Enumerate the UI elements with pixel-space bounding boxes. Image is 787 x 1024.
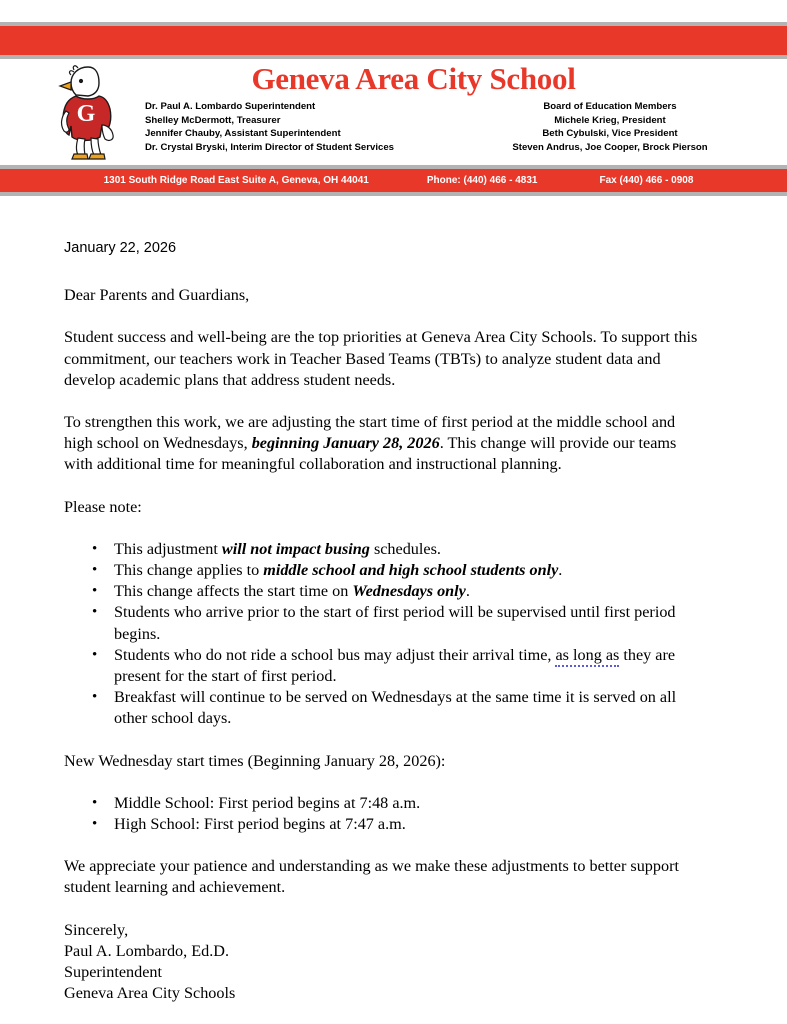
note-emphasis: Wednesdays only [352, 582, 466, 601]
notes-list [64, 539, 700, 730]
board-column [475, 100, 745, 154]
admin-line: Jennifer Chauby, Assistant Superintendent [145, 128, 341, 140]
board-line: Michele Krieg, President [554, 114, 666, 126]
start-times-list [64, 793, 700, 835]
list-item: • Middle School: First period begins at 7:48 a.m. [114, 793, 700, 814]
note-text-tail: they are present for the start of first period. [114, 645, 676, 686]
administration-column [145, 100, 465, 154]
letter-date: January 22, 2026 [64, 240, 177, 256]
note-text: This change affects the start time on [114, 582, 353, 601]
masthead [0, 59, 787, 165]
letter-body [64, 238, 700, 1004]
top-red-bar [0, 26, 787, 55]
bottom-gray-rule [0, 192, 787, 196]
page-title: Geneva Area City School [251, 61, 576, 96]
address-text: 1301 South Ridge Road East Suite A, Geneva, OH 44041 [103, 175, 369, 186]
closing-paragraph: We appreciate your patience and understanding as we make these adjustments to better support student learning and achievement. [64, 857, 679, 897]
paragraph-2 [64, 412, 700, 476]
paragraph-1: Student success and well-being are the top priorities at Geneva Area City Schools. To support this commitment, our teachers work in Teacher Based Teams (TBTs) to analyze student data and develop academic plans that address student needs. [64, 328, 698, 389]
phone-text: Phone: (440) 466 - 4831 [426, 175, 538, 186]
salutation: Dear Parents and Guardians, [64, 286, 250, 305]
note-text: Students who do not ride a school bus may adjust their arrival time, [114, 645, 556, 664]
note-text: Students who arrive prior to the start of first period will be supervised until first period begins. [114, 603, 676, 643]
admin-line: Dr. Crystal Bryski, Interim Director of Student Services [145, 141, 394, 153]
signature-name: Paul A. Lombardo, Ed.D. [64, 941, 230, 960]
contact-bar [0, 169, 787, 192]
note-text-tail: . [465, 582, 470, 601]
paragraph-2-emphasis: beginning January 28, 2026 [251, 434, 440, 453]
note-emphasis: middle school and high school students only [263, 561, 559, 580]
board-line: Steven Andrus, Joe Cooper, Brock Pierson [512, 141, 708, 153]
signature-organization: Geneva Area City Schools [64, 984, 236, 1003]
list-item [114, 539, 700, 560]
board-heading: Board of Education Members [543, 101, 677, 112]
list-item [114, 602, 700, 644]
note-text: Breakfast will continue to be served on Wednesdays at the same time it is served on all other school days. [114, 688, 677, 728]
signature-block [64, 920, 700, 1005]
fax-text: Fax (440) 466 - 0908 [599, 175, 694, 186]
staff-listing [0, 100, 787, 154]
note-text: This adjustment [114, 539, 222, 558]
top-white-margin [0, 0, 787, 22]
signature-title: Superintendent [64, 963, 163, 982]
list-item [114, 687, 700, 729]
admin-line: Shelley McDermott, Treasurer [145, 114, 281, 126]
list-item: • High School: First period begins at 7:47 a.m. [114, 814, 700, 835]
paragraph-2-after: . This change will provide our teams with additional time for meaningful collaboration and instructional planning. [64, 434, 677, 474]
svg-text:G: G [76, 101, 96, 127]
board-line: Beth Cybulski, Vice President [542, 128, 678, 140]
signature-closing: Sincerely, [64, 920, 129, 939]
note-text-tail: . [558, 561, 563, 580]
note-text: This change applies to [114, 561, 264, 580]
please-note-heading: Please note: [64, 497, 142, 516]
admin-line: Dr. Paul A. Lombardo Superintendent [145, 101, 316, 112]
note-emphasis: will not impact busing [221, 539, 370, 558]
letterhead [0, 0, 787, 196]
grammar-suggestion-text[interactable]: as long as [555, 646, 619, 667]
list-item [114, 645, 700, 687]
list-item [114, 560, 700, 581]
paragraph-2-before: To strengthen this work, we are adjusting the start time of first period at the middle school and high school on Wednesdays, [64, 413, 676, 453]
note-text-tail: schedules. [369, 539, 441, 558]
list-item [114, 581, 700, 602]
start-times-heading: New Wednesday start times (Beginning January 28, 2026): [64, 751, 446, 770]
